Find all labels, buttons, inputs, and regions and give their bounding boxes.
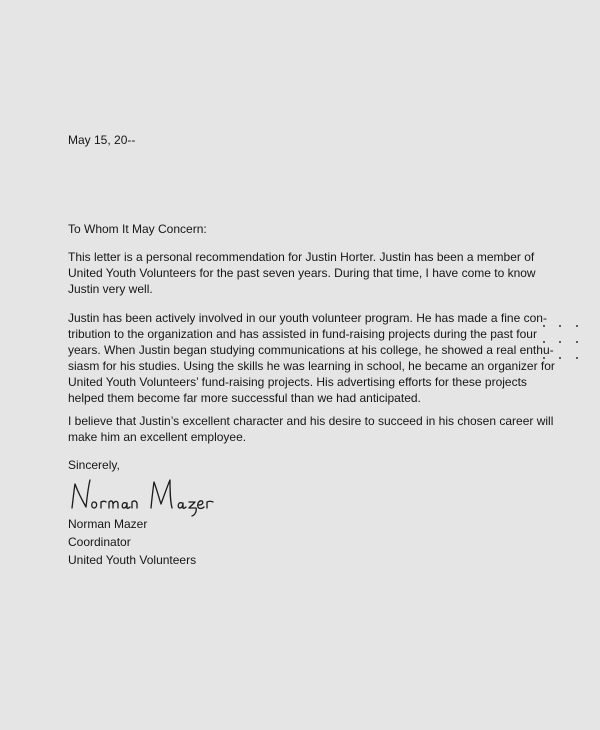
handwritten-signature <box>66 474 236 518</box>
dot <box>576 341 578 343</box>
paragraph-line: This letter is a personal recommendation for Justin Horter. Justin has been a member of <box>68 250 535 264</box>
dot <box>559 341 561 343</box>
paragraph-line: siasm for his studies. Using the skills he was learning in school, he became an organizer for <box>68 359 555 373</box>
paragraph-line: I believe that Justin’s excellent character and his desire to succeed in his chosen career will <box>68 414 554 428</box>
dot <box>559 325 561 327</box>
dot <box>559 357 561 359</box>
paragraph-line: Justin very well. <box>68 282 153 296</box>
paragraph-line: Justin has been actively involved in our youth volunteer program. He has made a fine con- <box>68 311 547 325</box>
dot <box>543 325 545 327</box>
salutation: To Whom It May Concern: <box>68 222 207 236</box>
paragraph-line: United Youth Volunteers’ fund-raising projects. His advertising efforts for these projects <box>68 375 527 389</box>
signer-title: Coordinator <box>68 535 131 549</box>
dot <box>543 341 545 343</box>
signer-organization: United Youth Volunteers <box>68 553 197 567</box>
dot <box>543 357 545 359</box>
decorative-dots <box>540 320 585 368</box>
dot <box>576 357 578 359</box>
paragraph-line: years. When Justin began studying communications at his college, he showed a real enthu- <box>68 343 554 357</box>
letter-date: May 15, 20-- <box>68 133 136 147</box>
paragraph-line: make him an excellent employee. <box>68 430 247 444</box>
paragraph-conclusion <box>68 413 554 445</box>
closing: Sincerely, <box>68 458 120 472</box>
paragraph-line: United Youth Volunteers for the past seven years. During that time, I have come to know <box>68 266 536 280</box>
paragraph-line: tribution to the organization and has assisted in fund-raising projects during the past four <box>68 327 537 341</box>
paragraph-line: helped them become far more successful than we had anticipated. <box>68 391 421 405</box>
dot <box>576 325 578 327</box>
paragraph-intro <box>68 249 538 297</box>
signer-block <box>68 515 196 569</box>
signer-name: Norman Mazer <box>68 517 148 531</box>
paragraph-involvement <box>68 310 555 406</box>
